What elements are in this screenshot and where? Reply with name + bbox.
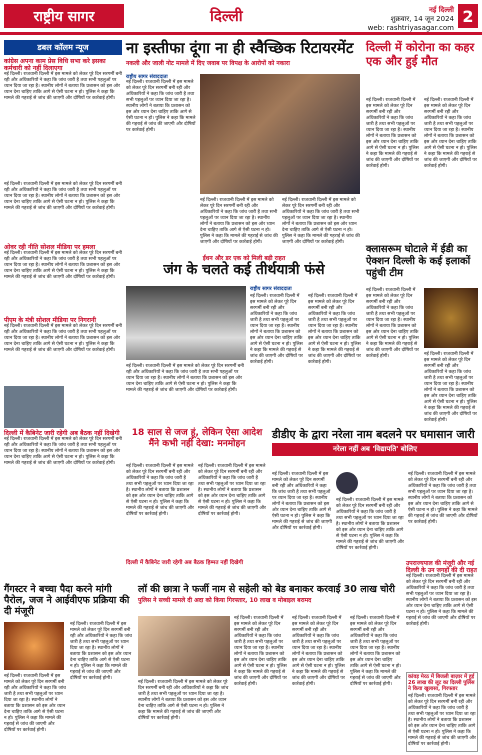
city-name: दिल्ली <box>210 7 243 25</box>
lead-body-2: नई दिल्ली। राजधानी दिल्ली में इस मामले को लेकर पूरे दिन सरगर्मी बनी रही और अधिकारियों ने कहा कि जांच जारी है तथा सभी पहलुओं पर ध्यान दिया जा रहा है। स्थानीय लोगों ने बताया कि प्रशासन को इस ओर ध्यान देना चाहिए ताकि आगे से ऐसी घटना न हो। पुलिस ने कहा कि मामले की गहराई से जांच की जाएगी और दोषियों पर कार्रवाई होगी। <box>200 198 278 245</box>
pilgrims-body-2: नई दिल्ली। राजधानी दिल्ली में इस मामले को लेकर पूरे दिन सरगर्मी बनी रही और अधिकारियों ने कहा कि जांच जारी है तथा सभी पहलुओं पर ध्यान दिया जा रहा है। स्थानीय लोगों ने बताया कि प्रशासन को इस ओर ध्यान देना चाहिए ताकि आगे से ऐसी घटना न हो। पुलिस ने कहा कि मामले की गहराई से जांच की जाएगी और दोषियों पर कार्रवाई होगी। <box>308 294 361 365</box>
narela-logo <box>336 472 358 494</box>
masthead-city: नई दिल्ली <box>428 6 454 14</box>
law-body-3: नई दिल्ली। राजधानी दिल्ली में इस मामले को लेकर पूरे दिन सरगर्मी बनी रही और अधिकारियों ने कहा कि जांच जारी है तथा सभी पहलुओं पर ध्यान दिया जा रहा है। स्थानीय लोगों ने बताया कि प्रशासन को इस ओर ध्यान देना चाहिए ताकि आगे से ऐसी घटना न हो। पुलिस ने कहा कि मामले की गहराई से जांच की जाएगी और दोषियों पर कार्रवाई होगी। <box>292 616 345 687</box>
lead-body-3: नई दिल्ली। राजधानी दिल्ली में इस मामले को लेकर पूरे दिन सरगर्मी बनी रही और अधिकारियों ने कहा कि जांच जारी है तथा सभी पहलुओं पर ध्यान दिया जा रहा है। स्थानीय लोगों ने बताया कि प्रशासन को इस ओर ध्यान देना चाहिए ताकि आगे से ऐसी घटना न हो। पुलिस ने कहा कि मामले की गहराई से जांच की जाएगी और दोषियों पर कार्रवाई होगी। <box>282 198 360 245</box>
left-photo <box>4 386 64 428</box>
law-body-1: नई दिल्ली। राजधानी दिल्ली में इस मामले को लेकर पूरे दिन सरगर्मी बनी रही और अधिकारियों ने कहा कि जांच जारी है तथा सभी पहलुओं पर ध्यान दिया जा रहा है। स्थानीय लोगों ने बताया कि प्रशासन को इस ओर ध्यान देना चाहिए ताकि आगे से ऐसी घटना न हो। पुलिस ने कहा कि मामले की गहराई से जांच की जाएगी और दोषियों पर कार्रवाई होगी। <box>138 680 229 721</box>
law-story <box>138 584 402 752</box>
law-body-4: नई दिल्ली। राजधानी दिल्ली में इस मामले को लेकर पूरे दिन सरगर्मी बनी रही और अधिकारियों ने कहा कि जांच जारी है तथा सभी पहलुओं पर ध्यान दिया जा रहा है। स्थानीय लोगों ने बताया कि प्रशासन को इस ओर ध्यान देना चाहिए ताकि आगे से ऐसी घटना न हो। पुलिस ने कहा कि मामले की गहराई से जांच की जाएगी और दोषियों पर कार्रवाई होगी। <box>350 616 402 687</box>
judge-body-1: नई दिल्ली। राजधानी दिल्ली में इस मामले को लेकर पूरे दिन सरगर्मी बनी रही और अधिकारियों ने कहा कि जांच जारी है तथा सभी पहलुओं पर ध्यान दिया जा रहा है। स्थानीय लोगों ने बताया कि प्रशासन को इस ओर ध्यान देना चाहिए ताकि आगे से ऐसी घटना न हो। पुलिस ने कहा कि मामले की गहराई से जांच की जाएगी और दोषियों पर कार्रवाई होगी। <box>126 464 194 517</box>
left-column <box>4 40 122 548</box>
masthead <box>0 0 482 36</box>
left-article2-head: ओवर रही नीति सोशल मीडिया पर हमला <box>4 244 96 251</box>
gangster-headline: गैंगस्टर ने बच्चा पैदा करने मांगी पैरोल, जज ने आईवीएफ प्रक्रिया की दी मंजूरी <box>4 584 130 617</box>
lead-headline: ना इस्तीफा दूंगा ना ही स्वैच्छिक रिटायरमेंट <box>126 39 354 57</box>
lead-photo <box>200 74 360 194</box>
pilgrims-byline: राष्ट्रीय सागर संवाददाता <box>250 286 292 292</box>
corona-story <box>366 40 478 240</box>
ed-headline: क्लासरूम घोटाले में ईडी का ऐक्शन दिल्ली के कई इलाकों पहुंची टीम <box>366 244 471 279</box>
left-article3-head: पीएम के मंत्री सोशल मीडिया पर निगरानी <box>4 317 96 324</box>
pilgrims-headline: जंग के चलते कई तीर्थयात्री फंसे <box>163 262 325 278</box>
lieutenant-headline: उपराज्यपाल की मंजूरी और नई दिल्ली के उन जगहों की दी राहत <box>406 560 477 574</box>
column-title: डबल कॉलम न्यूज <box>4 40 122 55</box>
left-article2-body: नई दिल्ली। राजधानी दिल्ली में इस मामले को लेकर पूरे दिन सरगर्मी बनी रही और अधिकारियों ने कहा कि जांच जारी है तथा सभी पहलुओं पर ध्यान दिया जा रहा है। स्थानीय लोगों ने बताया कि प्रशासन को इस ओर ध्यान देना चाहिए ताकि आगे से ऐसी घटना न हो। पुलिस ने कहा कि मामले की गहराई से जांच की जाएगी और दोषियों पर कार्रवाई होगी। <box>4 251 122 280</box>
lg-headline: दिल्ली में कैबिनेट जारी रहेगी अब बैठक हिम्मत नहीं दिखेगी <box>126 560 244 566</box>
gangster-story <box>4 584 134 752</box>
pilgrims-photo <box>126 286 246 360</box>
gangster-body-2: नई दिल्ली। राजधानी दिल्ली में इस मामले को लेकर पूरे दिन सरगर्मी बनी रही और अधिकारियों ने कहा कि जांच जारी है तथा सभी पहलुओं पर ध्यान दिया जा रहा है। स्थानीय लोगों ने बताया कि प्रशासन को इस ओर ध्यान देना चाहिए ताकि आगे से ऐसी घटना न हो। पुलिस ने कहा कि मामले की गहराई से जांच की जाएगी और दोषियों पर कार्रवाई होगी। <box>70 622 132 681</box>
ed-body-2: नई दिल्ली। राजधानी दिल्ली में इस मामले को लेकर पूरे दिन सरगर्मी बनी रही और अधिकारियों ने कहा कि जांच जारी है तथा सभी पहलुओं पर ध्यान दिया जा रहा है। स्थानीय लोगों ने बताया कि प्रशासन को इस ओर ध्यान देना चाहिए ताकि आगे से ऐसी घटना न हो। पुलिस ने कहा कि मामले की गहराई से जांच की जाएगी और दोषियों पर कार्रवाई होगी। <box>424 352 477 423</box>
narela-banner: नरेला नहीं अब 'विद्यापति' बोलिए <box>272 443 478 456</box>
judge-body-2: नई दिल्ली। राजधानी दिल्ली में इस मामले को लेकर पूरे दिन सरगर्मी बनी रही और अधिकारियों ने कहा कि जांच जारी है तथा सभी पहलुओं पर ध्यान दिया जा रहा है। स्थानीय लोगों ने बताया कि प्रशासन को इस ओर ध्यान देना चाहिए ताकि आगे से ऐसी घटना न हो। पुलिस ने कहा कि मामले की गहराई से जांच की जाएगी और दोषियों पर कार्रवाई होगी। <box>198 464 266 517</box>
left-article4-head: दिल्ली में कैबिनेट जारी रहेगी अब बैठक नहीं दिखेगी <box>4 430 120 437</box>
lieutenant-story <box>406 560 478 670</box>
corona-headline: दिल्ली में कोरोना का कहर एक और हुई मौत <box>366 40 475 68</box>
lead-text-left <box>126 74 196 244</box>
law-body-2: नई दिल्ली। राजधानी दिल्ली में इस मामले को लेकर पूरे दिन सरगर्मी बनी रही और अधिकारियों ने कहा कि जांच जारी है तथा सभी पहलुओं पर ध्यान दिया जा रहा है। स्थानीय लोगों ने बताया कि प्रशासन को इस ओर ध्यान देना चाहिए ताकि आगे से ऐसी घटना न हो। पुलिस ने कहा कि मामले की गहराई से जांच की जाएगी और दोषियों पर कार्रवाई होगी। <box>234 616 287 687</box>
pilgrims-kicker: ईंधन और डर एक को मिली बड़ी राहत <box>202 255 286 262</box>
judge-story <box>126 428 268 558</box>
lead-subhead: नकली और जाली नोट मामले में दिए जवाब पर विपक्ष के आरोपों को नकारा <box>126 60 290 67</box>
law-headline: लॉ की छात्रा ने फर्जी नाम से सहेली को बेड बनाकर करवाई 30 लाख चोरी <box>138 584 396 595</box>
kanwar-body: नई दिल्ली। राजधानी दिल्ली में इस मामले को लेकर पूरे दिन सरगर्मी बनी रही और अधिकारियों ने कहा कि जांच जारी है तथा सभी पहलुओं पर ध्यान दिया जा रहा है। स्थानीय लोगों ने बताया कि प्रशासन को इस ओर ध्यान देना चाहिए ताकि आगे से ऐसी घटना न हो। पुलिस ने कहा कि मामले की गहराई से जांच की जाएगी और दोषियों पर कार्रवाई होगी। <box>408 694 476 747</box>
pilgrims-body-3: नई दिल्ली। राजधानी दिल्ली में इस मामले को लेकर पूरे दिन सरगर्मी बनी रही और अधिकारियों ने कहा कि जांच जारी है तथा सभी पहलुओं पर ध्यान दिया जा रहा है। स्थानीय लोगों ने बताया कि प्रशासन को इस ओर ध्यान देना चाहिए ताकि आगे से ऐसी घटना न हो। पुलिस ने कहा कि मामले की गहराई से जांच की जाएगी और दोषियों पर कार्रवाई होगी। <box>126 364 244 393</box>
left-article1-body: नई दिल्ली। राजधानी दिल्ली में इस मामले को लेकर पूरे दिन सरगर्मी बनी रही और अधिकारियों ने कहा कि जांच जारी है तथा सभी पहलुओं पर ध्यान दिया जा रहा है। स्थानीय लोगों ने बताया कि प्रशासन को इस ओर ध्यान देना चाहिए ताकि आगे से ऐसी घटना न हो। पुलिस ने कहा कि मामले की गहराई से जांच की जाएगी और दोषियों पर कार्रवाई होगी। <box>4 72 122 101</box>
narela-body-3: नई दिल्ली। राजधानी दिल्ली में इस मामले को लेकर पूरे दिन सरगर्मी बनी रही और अधिकारियों ने कहा कि जांच जारी है तथा सभी पहलुओं पर ध्यान दिया जा रहा है। स्थानीय लोगों ने बताया कि प्रशासन को इस ओर ध्यान देना चाहिए ताकि आगे से ऐसी घटना न हो। पुलिस ने कहा कि मामले की गहराई से जांच की जाएगी और दोषियों पर कार्रवाई होगी। <box>408 472 478 525</box>
lead-body-1: नई दिल्ली। राजधानी दिल्ली में इस मामले को लेकर पूरे दिन सरगर्मी बनी रही और अधिकारियों ने कहा कि जांच जारी है तथा सभी पहलुओं पर ध्यान दिया जा रहा है। स्थानीय लोगों ने बताया कि प्रशासन को इस ओर ध्यान देना चाहिए ताकि आगे से ऐसी घटना न हो। पुलिस ने कहा कि मामले की गहराई से जांच की जाएगी और दोषियों पर कार्रवाई होगी। <box>126 80 196 133</box>
narela-body-2: नई दिल्ली। राजधानी दिल्ली में इस मामले को लेकर पूरे दिन सरगर्मी बनी रही और अधिकारियों ने कहा कि जांच जारी है तथा सभी पहलुओं पर ध्यान दिया जा रहा है। स्थानीय लोगों ने बताया कि प्रशासन को इस ओर ध्यान देना चाहिए ताकि आगे से ऐसी घटना न हो। पुलिस ने कहा कि मामले की गहराई से जांच की जाएगी और दोषियों पर कार्रवाई होगी। <box>336 498 404 551</box>
ed-story <box>366 244 478 424</box>
ed-body-1: नई दिल्ली। राजधानी दिल्ली में इस मामले को लेकर पूरे दिन सरगर्मी बनी रही और अधिकारियों ने कहा कि जांच जारी है तथा सभी पहलुओं पर ध्यान दिया जा रहा है। स्थानीय लोगों ने बताया कि प्रशासन को इस ओर ध्यान देना चाहिए ताकि आगे से ऐसी घटना न हो। पुलिस ने कहा कि मामले की गहराई से जांच की जाएगी और दोषियों पर कार्रवाई होगी। <box>366 288 419 359</box>
lead-byline: राष्ट्रीय सागर संवाददाता <box>126 74 168 80</box>
masthead-web: web: rashtriyasagar.com <box>367 24 454 32</box>
masthead-date: शुक्रवार, 14 जून 2024 <box>390 15 454 23</box>
gangster-photo <box>4 622 64 670</box>
gangster-body-1: नई दिल्ली। राजधानी दिल्ली में इस मामले को लेकर पूरे दिन सरगर्मी बनी रही और अधिकारियों ने कहा कि जांच जारी है तथा सभी पहलुओं पर ध्यान दिया जा रहा है। स्थानीय लोगों ने बताया कि प्रशासन को इस ओर ध्यान देना चाहिए ताकि आगे से ऐसी घटना न हो। पुलिस ने कहा कि मामले की गहराई से जांच की जाएगी और दोषियों पर कार्रवाई होगी। <box>4 674 66 733</box>
corona-body-2: नई दिल्ली। राजधानी दिल्ली में इस मामले को लेकर पूरे दिन सरगर्मी बनी रही और अधिकारियों ने कहा कि जांच जारी है तथा सभी पहलुओं पर ध्यान दिया जा रहा है। स्थानीय लोगों ने बताया कि प्रशासन को इस ओर ध्यान देना चाहिए ताकि आगे से ऐसी घटना न हो। पुलिस ने कहा कि मामले की गहराई से जांच की जाएगी और दोषियों पर कार्रवाई होगी। <box>424 98 477 169</box>
ed-photo <box>424 288 478 348</box>
left-article4-body: नई दिल्ली। राजधानी दिल्ली में इस मामले को लेकर पूरे दिन सरगर्मी बनी रही और अधिकारियों ने कहा कि जांच जारी है तथा सभी पहलुओं पर ध्यान दिया जा रहा है। स्थानीय लोगों ने बताया कि प्रशासन को इस ओर ध्यान देना चाहिए ताकि आगे से ऐसी घटना न हो। पुलिस ने कहा कि मामले की गहराई से जांच की जाएगी और दोषियों पर कार्रवाई होगी। <box>4 437 122 466</box>
kanwar-headline: कांवड़ मेरठ में बिजली बाज़ार में हुई 26 लाख की लूट का दिल्ली पुलिस ने किया खुलासा, गिरफ्तार <box>408 674 475 692</box>
newspaper-name: राष्ट्रीय सागर <box>4 4 124 28</box>
law-photo <box>138 616 230 676</box>
lg-story <box>126 560 268 580</box>
kanwar-story <box>406 672 478 752</box>
pilgrims-story <box>126 254 362 424</box>
top-rule <box>0 32 482 35</box>
left-article1-body2: नई दिल्ली। राजधानी दिल्ली में इस मामले को लेकर पूरे दिन सरगर्मी बनी रही और अधिकारियों ने कहा कि जांच जारी है तथा सभी पहलुओं पर ध्यान दिया जा रहा है। स्थानीय लोगों ने बताया कि प्रशासन को इस ओर ध्यान देना चाहिए ताकि आगे से ऐसी घटना न हो। पुलिस ने कहा कि मामले की गहराई से जांच की जाएगी और दोषियों पर कार्रवाई होगी। <box>4 182 122 211</box>
law-subhead: पुलिस ने सच्ची मामले दी अदा को किया गिरफ्तार, 10 लाख व मोबाइल बरामद <box>138 597 312 604</box>
corona-body-1: नई दिल्ली। राजधानी दिल्ली में इस मामले को लेकर पूरे दिन सरगर्मी बनी रही और अधिकारियों ने कहा कि जांच जारी है तथा सभी पहलुओं पर ध्यान दिया जा रहा है। स्थानीय लोगों ने बताया कि प्रशासन को इस ओर ध्यान देना चाहिए ताकि आगे से ऐसी घटना न हो। पुलिस ने कहा कि मामले की गहराई से जांच की जाएगी और दोषियों पर कार्रवाई होगी। <box>366 98 419 169</box>
lieutenant-body: नई दिल्ली। राजधानी दिल्ली में इस मामले को लेकर पूरे दिन सरगर्मी बनी रही और अधिकारियों ने कहा कि जांच जारी है तथा सभी पहलुओं पर ध्यान दिया जा रहा है। स्थानीय लोगों ने बताया कि प्रशासन को इस ओर ध्यान देना चाहिए ताकि आगे से ऐसी घटना न हो। पुलिस ने कहा कि मामले की गहराई से जांच की जाएगी और दोषियों पर कार्रवाई होगी। <box>406 574 477 627</box>
pilgrims-body-1: नई दिल्ली। राजधानी दिल्ली में इस मामले को लेकर पूरे दिन सरगर्मी बनी रही और अधिकारियों ने कहा कि जांच जारी है तथा सभी पहलुओं पर ध्यान दिया जा रहा है। स्थानीय लोगों ने बताया कि प्रशासन को इस ओर ध्यान देना चाहिए ताकि आगे से ऐसी घटना न हो। पुलिस ने कहा कि मामले की गहराई से जांच की जाएगी और दोषियों पर कार्रवाई होगी। <box>250 294 303 365</box>
narela-body-1: नई दिल्ली। राजधानी दिल्ली में इस मामले को लेकर पूरे दिन सरगर्मी बनी रही और अधिकारियों ने कहा कि जांच जारी है तथा सभी पहलुओं पर ध्यान दिया जा रहा है। स्थानीय लोगों ने बताया कि प्रशासन को इस ओर ध्यान देना चाहिए ताकि आगे से ऐसी घटना न हो। पुलिस ने कहा कि मामले की गहराई से जांच की जाएगी और दोषियों पर कार्रवाई होगी। <box>272 472 332 531</box>
left-article3-body: नई दिल्ली। राजधानी दिल्ली में इस मामले को लेकर पूरे दिन सरगर्मी बनी रही और अधिकारियों ने कहा कि जांच जारी है तथा सभी पहलुओं पर ध्यान दिया जा रहा है। स्थानीय लोगों ने बताया कि प्रशासन को इस ओर ध्यान देना चाहिए ताकि आगे से ऐसी घटना न हो। पुलिस ने कहा कि मामले की गहराई से जांच की जाएगी और दोषियों पर कार्रवाई होगी। <box>4 324 122 353</box>
narela-story <box>272 428 478 558</box>
judge-headline: 18 साल से जज हूं, लेकिन ऐसा आदेश मैंने कभी नहीं देखा: मनमोहन <box>131 428 263 449</box>
narela-headline: डीडीए के द्वारा नरेला नाम बदलने पर घमासान जारी <box>272 428 475 441</box>
masthead-info <box>368 6 454 33</box>
page-number: 2 <box>458 4 478 28</box>
lead-story <box>126 40 362 250</box>
left-article1-head: कांग्रेस अपना काम प्रेस विधि सभा करे इसका कर्मचारी को नहीं दिलाएगा <box>4 58 106 72</box>
